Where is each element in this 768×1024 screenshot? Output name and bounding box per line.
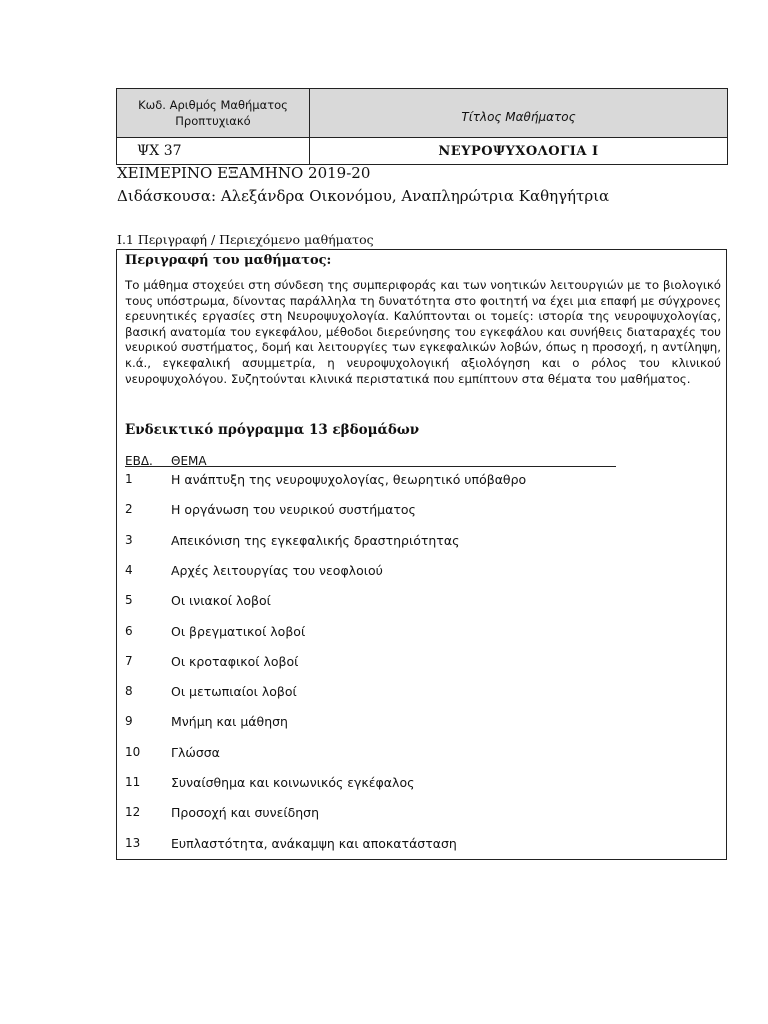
course-info-header-row [117,89,728,138]
description-title: Περιγραφή του μαθήματος: [125,253,332,268]
course-title-value: ΝΕΥΡΟΨΥΧΟΛΟΓΙΑ Ι [310,138,728,165]
schedule-topic: Η οργάνωση του νευρικού συστήματος [171,502,416,517]
schedule-week-number: 3 [125,533,133,547]
schedule-week-number: 5 [125,593,133,607]
instructor-line: Διδάσκουσα: Αλεξάνδρα Οικονόμου, Αναπληρώτρια Καθηγήτρια [117,187,610,205]
section-heading: I.1 Περιγραφή / Περιεχόμενο μαθήματος [117,232,374,247]
schedule-week-number: 6 [125,624,133,638]
schedule-topic: Απεικόνιση της εγκεφαλικής δραστηριότητας [171,533,460,548]
schedule-week-number: 11 [125,775,141,789]
course-info-value-row [117,138,728,165]
schedule-topic: Γλώσσα [171,745,220,760]
schedule-week-number: 1 [125,472,133,486]
schedule-week-number: 8 [125,684,133,698]
schedule-topic: Η ανάπτυξη της νευροψυχολογίας, θεωρητικό υπόβαθρο [171,472,527,487]
schedule-week-number: 12 [125,805,141,819]
schedule-topic: Αρχές λειτουργίας του νεοφλοιού [171,563,383,578]
schedule-week-number: 4 [125,563,133,577]
header-underline [125,466,616,467]
course-title-header: Τίτλος Μαθήματος [310,89,728,138]
schedule-topic: Οι κροταφικοί λοβοί [171,654,299,669]
schedule-topic: Οι μετωπιαίοι λοβοί [171,684,297,699]
schedule-topic: Μνήμη και μάθηση [171,714,288,729]
schedule-topic: Οι ινιακοί λοβοί [171,593,271,608]
description-box [116,249,727,860]
topic-column-header: ΘΕΜΑ [171,454,207,468]
semester-heading: ΧΕΙΜΕΡΙΝΟ ΕΞΑΜΗΝΟ 2019-20 [117,164,371,182]
course-code-value: ΨΧ 37 [117,138,310,165]
course-info-table [116,88,728,165]
schedule-week-number: 2 [125,502,133,516]
schedule-week-number: 9 [125,714,133,728]
schedule-topic: Οι βρεγματικοί λοβοί [171,624,306,639]
description-text: Το μάθημα στοχεύει στη σύνδεση της συμπεριφοράς και των νοητικών λειτουργιών με το βιολογικό τους υπόστρωμα, δίνοντας παράλληλα τη δυνατότητα στο φοιτητή να έχει μια επαφή με σύγχρονες ερευνητικές εργασίες στη Νευροψυχολογία. Καλύπτονται οι τομείς: ιστορία της νευροψυχολογίας, βασική ανατομία του εγκεφάλου, μέθοδοι διερεύνησης του εγκεφάλου και συνήθεις διαταραχές του νευρικού συστήματος, δομή και λειτουργίες των εγκεφαλικών λοβών, όπως η προσοχή, η αντίληψη, κ.ά., εγκεφαλική ασυμμετρία, η νευροψυχολογική αξιολόγηση και ο ρόλος του κλινικού νευροψυχολόγου. Συζητούνται κλινικά περιστατικά που εμπίπτουν στα θέματα του μαθήματος. [125,278,721,386]
course-code-header: Κωδ. Αριθμός Μαθήματος Προπτυχιακό [117,89,310,138]
schedule-topic: Συναίσθημα και κοινωνικός εγκέφαλος [171,775,415,790]
schedule-topic: Ευπλαστότητα, ανάκαμψη και αποκατάσταση [171,836,457,851]
schedule-week-number: 10 [125,745,141,759]
schedule-title: Ενδεικτικό πρόγραμμα 13 εβδομάδων [125,422,420,438]
schedule-week-number: 7 [125,654,133,668]
schedule-week-number: 13 [125,836,141,850]
week-column-header: ΕΒΔ. [125,454,153,468]
schedule-topic: Προσοχή και συνείδηση [171,805,320,820]
